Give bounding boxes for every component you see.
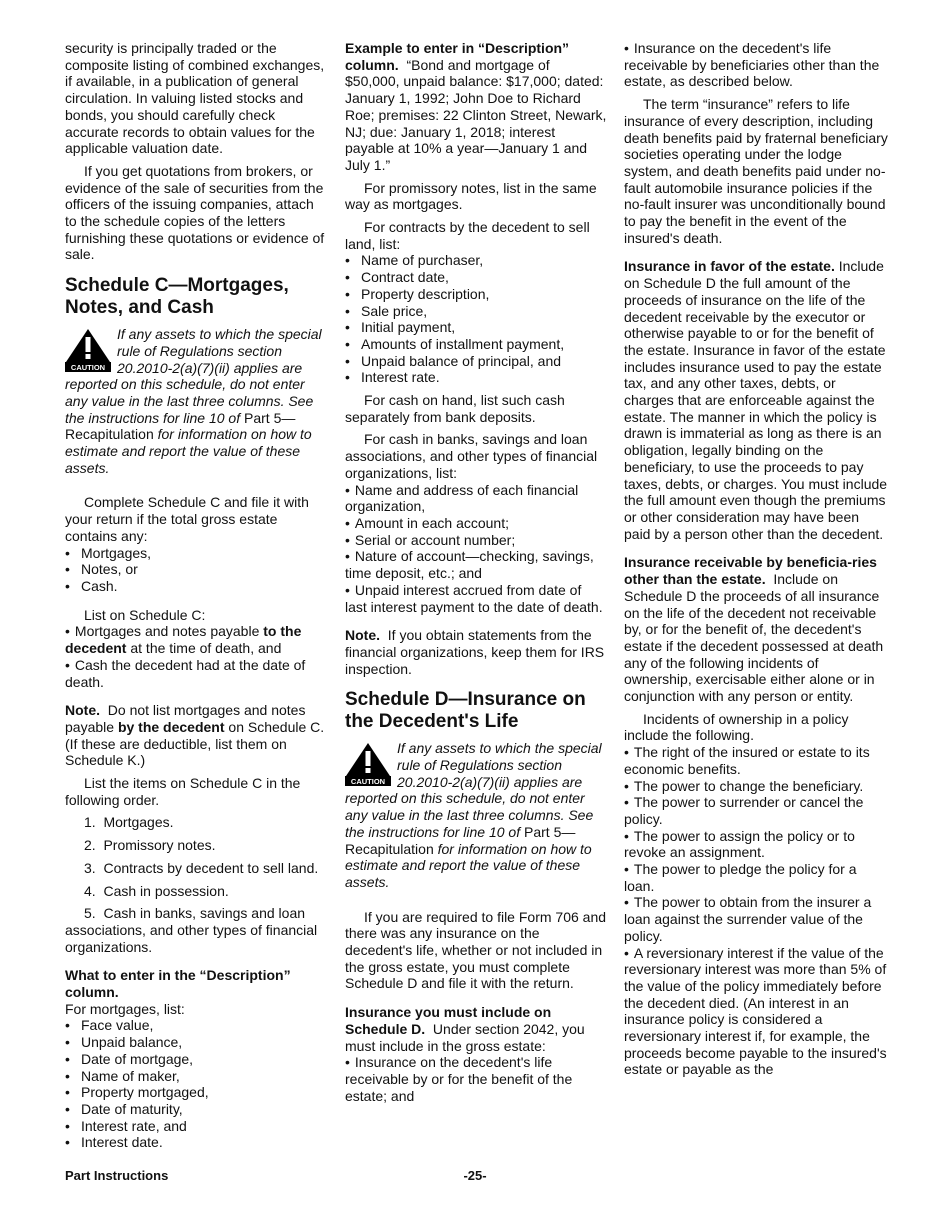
list-item: • Notes, or — [65, 561, 327, 578]
list-item: • Name and address of each financial organization, — [345, 482, 607, 515]
list-item: • Date of mortgage, — [65, 1051, 327, 1068]
list-item: • Mortgages, — [65, 545, 327, 562]
list-item: • The power to change the beneficiary. — [624, 778, 888, 795]
order-item: 4. Cash in possession. — [84, 882, 229, 899]
order-item: 5. Cash in banks, savings and loan associations, and other types of financial organizations. — [65, 905, 318, 955]
caution-block — [345, 740, 607, 890]
term-paragraph: The term “insurance” refers to life insurance of every description, including death benefits paid by fraternal beneficiary societies operating under the lodge system, and death benefits paid under no-fault automobile insurance policies if the no-fault insurer was unconditionally bound to pay the benefit in the event of the insured's death. — [624, 96, 888, 246]
caution-text: If any assets to which the special rule of Regulations section 20.2010-2(a)(7)(ii) applies are reported on this schedule, do not enter any value in the last three columns. See the instructions for line 10 of Part 5—Recapitulation for information on how to estimate and report the value of these assets. — [65, 326, 322, 476]
list-item: • Face value, — [65, 1017, 327, 1034]
list-item: • Cash. — [65, 578, 327, 595]
list-item: • Mortgages and notes payable to the decedent at the time of death, and — [65, 623, 327, 656]
list-item: • Cash the decedent had at the date of death. — [65, 657, 327, 690]
column-1 — [65, 40, 327, 1151]
order-item: 1. Mortgages. — [84, 814, 174, 831]
what-to-enter-heading: What to enter in the “Description” column. — [65, 967, 291, 1001]
promissory-paragraph: For promissory notes, list in the same way as mortgages. — [345, 179, 597, 213]
required-paragraph: If you are required to file Form 706 and there was any insurance on the decedent's life, whether or not included in the gross estate, you must complete Schedule D and file it with the return. — [345, 908, 607, 992]
caution-icon — [345, 742, 391, 786]
list-item: • The power to pledge the policy for a loan. — [624, 861, 888, 894]
order-intro: List the items on Schedule C in the following order. — [65, 775, 301, 808]
for-mortgages-label: For mortgages, list: — [65, 1000, 185, 1017]
note-paragraph: Note. If you obtain statements from the financial organizations, keep them for IRS inspection. — [345, 627, 605, 677]
order-item: 3. Contracts by decedent to sell land. — [84, 859, 319, 876]
list-item: • Interest rate. — [345, 369, 607, 386]
list-item: • Insurance on the decedent's life receivable by beneficiaries other than the estate, as described below. — [624, 40, 888, 90]
favor-paragraph: Insurance in favor of the estate. Include on Schedule D the full amount of the proceeds of insurance on the life of the decedent receivable by the executor or otherwise payable to or for the benefit of the estate. Insurance in favor of the estate includes insurance used to pay the estate tax, and any other taxes, debts, or charges that are enforceable against the estate. The manner in which the policy is drawn is immaterial as long as there is an obligation, legally binding on the beneficiary, to use the proceeds to pay taxes, debts, or charges. You must include the full amount even though the premiums or other consideration may have been paid by a person other than the decedent. — [624, 258, 888, 542]
list-item: • The power to surrender or cancel the policy. — [624, 794, 888, 827]
list-item: • Amounts of installment payment, — [345, 336, 607, 353]
list-item: • Nature of account—checking, savings, time deposit, etc.; and — [345, 548, 607, 581]
list-item: • Date of maturity, — [65, 1101, 327, 1118]
list-item: • Initial payment, — [345, 319, 607, 336]
quotations-paragraph: If you get quotations from brokers, or evidence of the sale of securities from the officers of the issuing companies, attach to the schedule copies of the letters furnishing these quotations or evidence of sale. — [65, 162, 325, 263]
list-item: • Unpaid balance of principal, and — [345, 353, 607, 370]
list-item: • Insurance on the decedent's life receivable by or for the benefit of the estate; and — [345, 1054, 607, 1104]
list-item: • Sale price, — [345, 303, 607, 320]
contracts-paragraph: For contracts by the decedent to sell land, list: — [345, 219, 590, 252]
list-item: • Interest rate, and — [65, 1118, 327, 1135]
complete-paragraph: Complete Schedule C and file it with your return if the total gross estate contains any: — [65, 494, 309, 544]
list-item: • A reversionary interest if the value of the reversionary interest was more than 5% of the value of the policy immediately before the decedent died. (An interest in an insurance policy is considered a reversionary interest if, for example, the proceeds become payable to the insured's estate or payable as the — [624, 945, 888, 1079]
must-include-paragraph: Insurance you must include on Schedule D. Under section 2042, you must include in the gross estate: — [345, 1004, 585, 1054]
list-item: • Name of maker, — [65, 1068, 327, 1085]
footer-part-instructions: Part Instructions — [65, 1168, 169, 1183]
list-item: • Name of purchaser, — [345, 252, 607, 269]
list-item: • Interest date. — [65, 1134, 327, 1151]
list-on-paragraph: List on Schedule C: — [84, 606, 206, 623]
page-number: -25- — [463, 1168, 487, 1183]
caution-label: CAUTION — [350, 777, 386, 787]
list-item: • The power to assign the policy or to revoke an assignment. — [624, 828, 888, 861]
list-item: • The right of the insured or estate to its economic benefits. — [624, 744, 888, 777]
caution-block — [65, 326, 327, 476]
list-item: • Unpaid balance, — [65, 1034, 327, 1051]
column-3 — [624, 40, 888, 1078]
caution-text: If any assets to which the special rule of Regulations section 20.2010-2(a)(7)(ii) applies are reported on this schedule, do not enter any value in the last three columns. See the instructions for line 10 of Part 5—Recapitulation for information on how to estimate and report the value of these assets. — [345, 740, 602, 890]
schedule-c-heading: Schedule C—Mortgages, Notes, and Cash — [65, 275, 289, 319]
list-item: • The power to obtain from the insurer a loan against the surrender value of the policy. — [624, 894, 888, 944]
cash-hand-paragraph: For cash on hand, list such cash separately from bank deposits. — [345, 392, 565, 425]
order-item: 2. Promissory notes. — [84, 837, 216, 854]
schedule-d-heading: Schedule D—Insurance on the Decedent's Life — [345, 689, 586, 733]
cash-banks-paragraph: For cash in banks, savings and loan associations, and other types of financial organizations, list: — [345, 431, 598, 481]
note-paragraph: Note. Do not list mortgages and notes payable by the decedent on Schedule C. (If these are deductible, list them on Schedule K.) — [65, 702, 325, 769]
list-item: • Unpaid interest accrued from date of last interest payment to the date of death. — [345, 582, 607, 615]
intro-paragraph: security is principally traded or the composite listing of combined exchanges, if available, in a publication of general circulation. In valuing listed stocks and bonds, you should carefully check accurate records to obtain values for the applicable valuation date. — [65, 40, 325, 157]
caution-label: CAUTION — [70, 363, 106, 373]
caution-icon — [65, 328, 111, 372]
example-paragraph: Example to enter in “Description” column. “Bond and mortgage of $50,000, unpaid balance: $17,000; dated: January 1, 1992; John Doe to Richard Roe; premises: 22 Clinton Street, Newark, NJ; due: January 1, 2018; interest payable at 10% a year—January 1 and July 1.” — [345, 40, 607, 173]
list-item: • Property mortgaged, — [65, 1084, 327, 1101]
receivable-paragraph: Insurance receivable by beneficia-ries other than the estate. Include on Schedule D the proceeds of all insurance on the life of the decedent not receivable by, or for the benefit of, the decedent's estate if the decedent possessed at death any of the following incidents of ownership, exercisable either alone or in conjunction with any person or entity. — [624, 554, 884, 705]
list-item: • Serial or account number; — [345, 532, 607, 549]
incidents-paragraph: Incidents of ownership in a policy include the following. — [624, 710, 849, 744]
list-item: • Contract date, — [345, 269, 607, 286]
list-item: • Amount in each account; — [345, 515, 607, 532]
column-2 — [345, 40, 607, 1104]
list-item: • Property description, — [345, 286, 607, 303]
